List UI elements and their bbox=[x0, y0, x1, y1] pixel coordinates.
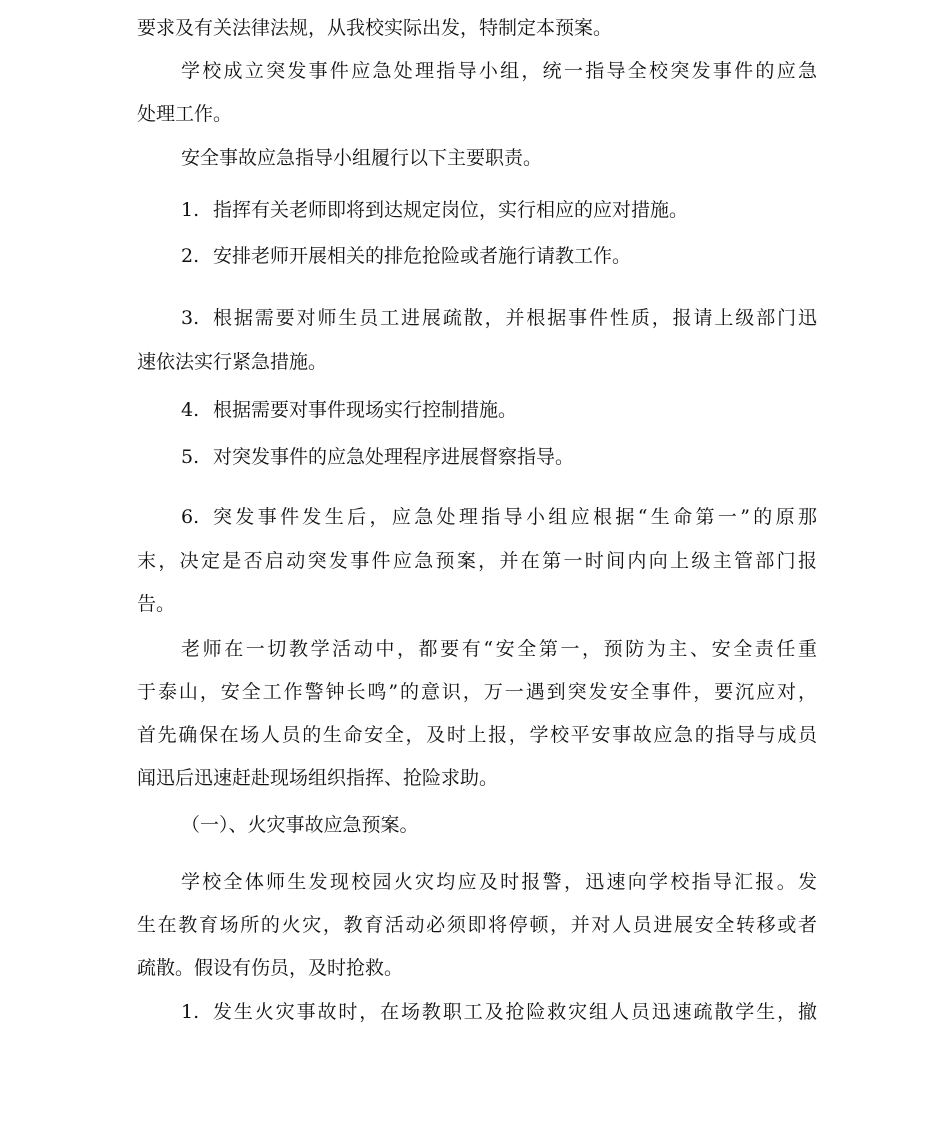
list-text: 指挥有关老师即将到达规定岗位，实行相应的应对措施。 bbox=[213, 199, 689, 221]
list-item bbox=[181, 445, 817, 469]
paragraph-line: 老师在一切教学活动中，都要有“安全第一，预防为主、安全责任重 bbox=[181, 638, 817, 660]
list-number: 1. bbox=[181, 1001, 200, 1023]
list-text: 安排老师开展相关的排危抢险或者施行请教工作。 bbox=[213, 245, 632, 267]
list-item bbox=[181, 244, 817, 268]
list-item bbox=[181, 505, 817, 529]
paragraph-line: 安全事故应急指导小组履行以下主要职责。 bbox=[181, 147, 543, 169]
list-item bbox=[181, 398, 817, 422]
list-text: 对突发事件的应急处理程序进展督察指导。 bbox=[213, 446, 575, 468]
list-number: 2. bbox=[181, 245, 200, 267]
list-text: 根据需要对事件现场实行控制措施。 bbox=[213, 399, 518, 421]
list-number: 5. bbox=[181, 446, 200, 468]
list-item bbox=[181, 306, 817, 330]
section-heading: （一）、火灾事故应急预案。 bbox=[181, 814, 419, 836]
list-text: 根据需要对师生员工进展疏散，并根据事件性质，报请上级部门迅 bbox=[213, 307, 817, 329]
text-line: 于泰山，安全工作警钟长鸣”的意识，万一遇到突发安全事件，要沉应对， bbox=[137, 681, 817, 703]
text-line: 处理工作。 bbox=[137, 103, 233, 125]
text-line: 要求及有关法律法规，从我校实际出发，特制定本预案。 bbox=[137, 17, 613, 39]
list-number: 4. bbox=[181, 399, 200, 421]
list-number: 6. bbox=[181, 506, 200, 528]
list-text: 发生火灾事故时，在场教职工及抢险救灾组人员迅速疏散学生，撤 bbox=[213, 1001, 817, 1023]
paragraph-line: 学校成立突发事件应急处理指导小组，统一指导全校突发事件的应急 bbox=[181, 60, 817, 82]
paragraph-line: 学校全体师生发现校园火灾均应及时报警，迅速向学校指导汇报。发 bbox=[181, 871, 817, 893]
list-item bbox=[181, 1000, 817, 1024]
text-line: 生在教育场所的火灾，教育活动必须即将停顿，并对人员进展安全转移或者 bbox=[137, 914, 817, 936]
text-line: 闻迅后迅速赶赴现场组织指挥、抢险求助。 bbox=[137, 767, 499, 789]
text-line: 首先确保在场人员的生命安全，及时上报，学校平安事故应急的指导与成员 bbox=[137, 724, 817, 746]
text-line: 疏散。假设有伤员，及时抢救。 bbox=[137, 957, 404, 979]
list-number: 1. bbox=[181, 199, 200, 221]
list-item bbox=[181, 198, 817, 222]
text-line: 速依法实行紧急措施。 bbox=[137, 351, 328, 373]
text-line: 末，决定是否启动突发事件应急预案，并在第一时间内向上级主管部门报 bbox=[137, 550, 817, 572]
list-text: 突发事件发生后，应急处理指导小组应根据“生命第一”的原那 bbox=[213, 506, 817, 528]
list-number: 3. bbox=[181, 307, 200, 329]
text-line: 告。 bbox=[137, 593, 176, 615]
